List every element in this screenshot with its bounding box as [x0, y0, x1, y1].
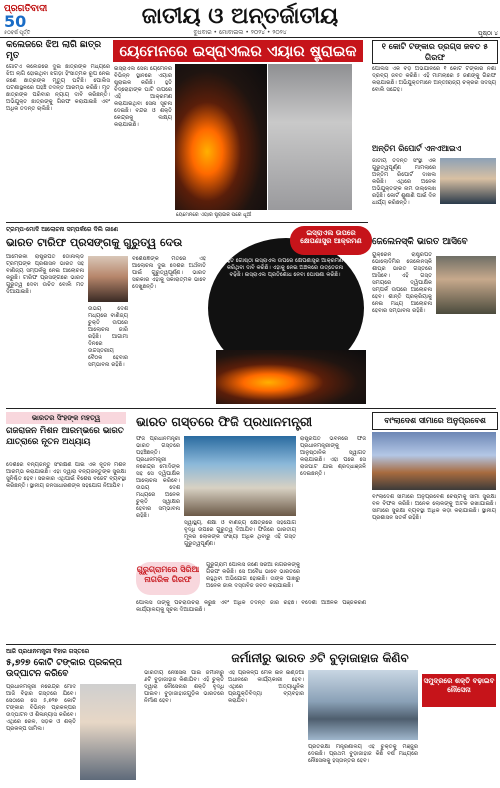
- fiji-left-body: ଦେଶରେ ବନ୍ୟଜନ୍ତୁ ସଂରକ୍ଷଣ ପାଇଁ ଏକ ନୂତନ ମିଶନ ଆରମ୍ଭ କରାଯାଇଛି। ଏହା ଦ୍ୱାରା ବନ୍ୟଜନ୍ତୁଙ୍କ ସୁରକ୍ଷା ସୁନିଶ୍ଚିତ ହେବ। ସରକାର ଏଥିପାଇଁ ବିଶେଷ ବଜେଟ ବ୍ୟବସ୍ଥା କରିଛନ୍ତି। ସ୍ଥାନୀୟ ଜନସାଧାରଣଙ୍କ ସହଯୋଗ ନିଆଯିବ।: [6, 462, 126, 489]
- bihar-headline: ୫,୭୨୭ କୋଟି ଟଙ୍କାର ପ୍ରକଳ୍ପ ଉଦ୍‌ଘାଟନ କରିବେ: [6, 658, 123, 679]
- section-rule-1: [6, 222, 368, 223]
- yemen-circle-body: ହୁତି ଗୋଷ୍ଠୀ ଇସ୍ରାଏଲ ଉପରେ କ୍ଷେପଣାସ୍ତ୍ର ଆକ୍ରମଣ କରିଥିବା ଦାବି କରିଛି। ଏହାକୁ ନେଇ ଅଞ୍ଚଳରେ ଉତ୍ତେଜନା ବଢ଼ିଛି। ଇସ୍ରାଏଲ ପ୍ରତିଶୋଧ ନେବା ଘୋଷଣା କରିଛି।: [226, 258, 344, 278]
- right-bottom-body: ବାଂଲାଦେଶ ସୀମାରେ ଅନୁପ୍ରବେଶ ଚେଷ୍ଟାକୁ ସୀମା ସୁରକ୍ଷା ବଳ ବିଫଳ କରିଛି। ଅନେକ ଲୋକଙ୍କୁ ଅଟକ ରଖାଯାଇଛି। ସୀମାରେ ସୁରକ୍ଷା ବ୍ୟବସ୍ଥା ଅଧିକ କଡ଼ା କରାଯାଇଛି। ସ୍ଥାନୀୟ ପ୍ରଶାସନ ସତର୍କ ରହିଛି।: [372, 494, 496, 521]
- trump-kicker: ଟ୍ରମ୍ପ-ମୋଦି ଆଲୋଚନା ସମ୍ପର୍କରେ ଦିଲି ଜାଣେ: [6, 226, 119, 233]
- fiji-body-col5: ପୋଲିସ ତାଙ୍କୁ ପଚରାଉଚରା କରୁଛି ଏବଂ ଅଧିକ ତଦନ୍ତ ଜାରି ରହିଛି। ବିଦେଶୀ ଆଞ୍ଚଳିକ ପଞ୍ଜିକରଣ କାର୍ଯ୍ୟାଳୟକୁ ସୂଚନା ଦିଆଯାଇଛି।: [136, 600, 366, 613]
- zelensky-body: ୟୁକ୍ରେନ ରାଷ୍ଟ୍ରପତି ଭୋଲୋଦିମିର ଜେଲେନସ୍କି ଶୀଘ୍ର ଭାରତ ଗସ୍ତରେ ଆସିବେ। ଏହି ଗସ୍ତ ସମୟରେ ଦ୍ୱିପାକ୍ଷିକ ସମ୍ପର୍କ ଉପରେ ଆଲୋଚନା ହେବ। ଶାନ୍ତି ପ୍ରକ୍ରିୟାକୁ ନେଇ ମଧ୍ୟ ଆଲୋଚନା ହେବାର ସମ୍ଭାବନା ରହିଛି।: [372, 252, 432, 314]
- brand-logo: 50: [4, 12, 27, 31]
- pm-photo: [80, 684, 136, 780]
- submarine-headline: ଜର୍ମାନୀରୁ ଭାରତ ୬ଟି ବୁଡ଼ାଜାହାଜ କିଣିବ: [231, 651, 409, 665]
- right-mid-headline: ଅନ୍ତିମ ରିପୋର୍ଟ ଏନଏଆଇଏ: [372, 144, 462, 153]
- fiji-body-col3: ରାଷ୍ଟ୍ରପତି ଭବନରେ ଫିଜି ପ୍ରଧାନମନ୍ତ୍ରୀଙ୍କୁ ଆନୁଷ୍ଠାନିକ ସ୍ୱାଗତ କରାଯାଇଛି। ଏହା ପରେ ସେ ରାଜଘାଟ ଯାଇ ଶ୍ରଦ୍ଧାଞ୍ଜଳି ଦେଇଛନ୍ତି।: [300, 436, 366, 477]
- fiji-headline: ଭାରତ ଗସ୍ତରେ ଫିଜି ପ୍ରଧାନମନ୍ତ୍ରୀ: [136, 414, 313, 429]
- fiji-left-kicker: ଭାରତର ସିଂହଙ୍କ ମହତ୍ୱ: [6, 412, 126, 424]
- submarine-body-col1: ଭାରତୀୟ ନୌସେନା ପାଇଁ ଜର୍ମାନୀରୁ ୬ଟି ବୁଡ଼ାଜାହାଜ କିଣାଯିବ। ଏହି ଚୁକ୍ତି ଦ୍ୱାରା ନୌସେନାର ଶକ୍ତି ବୃଦ୍ଧି ପାଇବ। ବୁଡ଼ାଜାହାଜଗୁଡ଼ିକ ଭାରତରେ ନିର୍ମାଣ ହେବ।: [144, 670, 224, 704]
- yemen-smoke-image: [268, 64, 352, 210]
- submarine-body-col3: ପ୍ରତିରକ୍ଷା ମନ୍ତ୍ରଣାଳୟ ଏହି ଚୁକ୍ତିକୁ ମଞ୍ଜୁରି ଦେଇଛି। ପ୍ରଥମ ବୁଡ଼ାଜାହାଜ କିଛି ବର୍ଷ ମଧ୍ୟରେ ନୌସେନାକୁ ହସ୍ତାନ୍ତର ହେବ।: [308, 744, 418, 764]
- submarine-body-col2: ଏହି ପ୍ରକଳ୍ପ ମେକ ଇନ ଇଣ୍ଡିଆ ଅଧୀନରେ କାର୍ଯ୍ୟକାରୀ ହେବ। ଏଥିରେ ଅତ୍ୟାଧୁନିକ ପ୍ରଯୁକ୍ତିବିଦ୍ୟା ବ୍ୟବହାର କରାଯିବ।: [228, 670, 304, 704]
- right-top-body: ପୋଲିସ ଏକ ବଡ଼ ଅଭିଯାନରେ ୧ କୋଟି ଟଙ୍କାର ନିଶା ଦ୍ରବ୍ୟ ଜବତ କରିଛି। ଏହି ମାମଲାରେ ୫ ଜଣଙ୍କୁ ଗିରଫ କରାଯାଇଛି। ଅଭିଯୁକ୍ତମାନେ ଅନ୍ତଃରାଜ୍ୟ ଚକ୍ରର ସଦସ୍ୟ ବୋଲି ସନ୍ଦେହ।: [372, 66, 496, 93]
- right-mid-body: ଜାତୀୟ ତଦନ୍ତ ସଂସ୍ଥା ଏକ ଗୁରୁତ୍ୱପୂର୍ଣ୍ଣ ମାମଲାରେ ଅନ୍ତିମ ରିପୋର୍ଟ ଦାଖଲ କରିଛି। ଏଥିରେ ଅନେକ ଅଭିଯୁକ୍ତଙ୍କ ନାମ ଉଲ୍ଲେଖ ରହିଛି। କୋର୍ଟ ଶୁଣାଣି ପାଇଁ ଦିନ ଧାର୍ଯ୍ୟ କରିଛନ୍ତି।: [372, 158, 436, 206]
- trump-body-col2: ଉଭୟ ଦେଶ ମଧ୍ୟରେ ବାଣିଜ୍ୟ ଚୁକ୍ତି ଉପରେ ଆଲୋଚନା ଜାରି ରହିଛି। ଆଗାମୀ ଦିନରେ ଉଚ୍ଚସ୍ତରୀୟ ବୈଠକ ହେବାର ସମ୍ଭାବନା ରହିଛି।: [88, 306, 128, 368]
- section-rule-2: [6, 408, 496, 409]
- yemen-headline: ୟେମେନରେ ଇସ୍ରାଏଲର ଏୟାର ଷ୍ଟ୍ରାଇକ: [113, 40, 363, 62]
- trump-body-col1: ଆମେରିକା ରାଷ୍ଟ୍ରପତି ଡୋନାଲ୍ଡ ଟ୍ରମ୍ପଙ୍କ ପ୍ରଶାସନ ଭାରତ ସହ ବାଣିଜ୍ୟ ସମ୍ପର୍କକୁ ନେଇ ଆଲୋଚନା କରୁଛି। ଟାରିଫ ପ୍ରସଙ୍ଗରେ ଭାରତ ଗୁରୁତ୍ୱ ଦେବା ଉଚିତ ବୋଲି ମତ ଦିଆଯାଇଛି।: [6, 254, 84, 295]
- border-meeting-image: [372, 432, 496, 490]
- trump-portrait: [88, 256, 128, 302]
- brand-block: [4, 4, 62, 34]
- top-left-body: ଗୋଟିଏ କଲେଜରେ ଦୁଇ ଛାତ୍ରଙ୍କ ମଧ୍ୟରେ ଝିଅ ଲାଗି ହୋଇଥିବା ଝଗଡ଼ା ହିଂସାତ୍ମକ ରୂପ ନେଇ ଜଣେ ଛାତ୍ରଙ୍କ ମୃତ୍ୟୁ ଘଟିଛି। ପୋଲିସ ଘଟଣାସ୍ଥଳରେ ପହଞ୍ଚି ତଦନ୍ତ ଆରମ୍ଭ କରିଛି। ମୃତ ଛାତ୍ରଙ୍କ ପରିବାର ନ୍ୟାୟ ଦାବି କରିଛନ୍ତି। ଅଭିଯୁକ୍ତ ଛାତ୍ରଙ୍କୁ ଗିରଫ କରାଯାଇଛି ଏବଂ ଅଧିକ ତଦନ୍ତ ଚାଲିଛି।: [6, 64, 110, 112]
- fiji-left-headline: ଗଜରାଜନ ମିଶନ ଆରମ୍ଭରେ ଭାରତ ଯାତ୍ରାରେ ନୂତନ ଅଧ୍ୟାୟ: [6, 426, 124, 447]
- top-left-headline: କଲେଜରେ ଝିଅ ଲାଗି ଛାତ୍ର ମୃତ: [6, 40, 102, 61]
- brand-tagline: ୫୦ବର୍ଷ ପୂର୍ତ୍ତି: [4, 30, 31, 36]
- yemen-circle-headline: ଇସ୍ରାଏଲ ଉପରେ କ୍ଷେପଣାସ୍ତ୍ର ଆକ୍ରମଣ: [290, 226, 372, 255]
- fiji-pull-quote: ଗୁରୁଗ୍ରାମରେ ସିରିଆ ନାଗରିକ ଗିରଫ: [136, 562, 200, 595]
- fiji-body-col2: ସ୍ୱାସ୍ଥ୍ୟ, ଶିକ୍ଷା ଓ ବାଣିଜ୍ୟ କ୍ଷେତ୍ରରେ ସହଯୋଗ ବୃଦ୍ଧି ଉପରେ ଗୁରୁତ୍ୱ ଦିଆଯିବ। ଫିଜିରେ ଭାରତୀୟ ମୂଳର ଲୋକଙ୍କ ସଂଖ୍ୟା ଅଧିକ ଥିବାରୁ ଏହି ଗସ୍ତ ଗୁରୁତ୍ୱପୂର୍ଣ୍ଣ।: [184, 520, 296, 547]
- bihar-kicker: ଆଜି ପ୍ରଧାନମନ୍ତ୍ରୀ ବିହାର ଗସ୍ତରେ: [6, 648, 90, 655]
- yemen-caption: ୟେମେନରେ ଏୟାର ଷ୍ଟ୍ରାଇକ ପରେ ଧୂଆଁ: [176, 212, 252, 218]
- masthead-rule: [0, 37, 500, 38]
- brand-name: ପ୍ରଗତିବାଦୀ: [4, 4, 48, 14]
- dateline: ବୁଧବାର • ମୋବାଇଲ • ୨୦୨୪ • ୨୦୨୪: [193, 29, 287, 36]
- right-top-headline: ୧ କୋଟି ଟଙ୍କାର ଡ୍ରଗ୍‌ସ ଜବତ ୫ ଗିରଫ: [372, 40, 498, 64]
- submarine-image: [308, 670, 418, 740]
- zelensky-headline: ଜେଲେନସ୍କି ଭାରତ ଆସିବେ: [372, 237, 468, 247]
- fiji-body-col4: ଗୁରୁଗ୍ରାମ ପୋଲିସ ଜଣେ ସିରିଆ ନାଗରିକଙ୍କୁ ଗିରଫ କରିଛି। ସେ ଅବୈଧ ଭାବେ ଭାରତରେ ରହୁଥିବା ଅଭିଯୋଗ ହୋଇଛି। ତାଙ୍କ ପାଖରୁ ଅନେକ ଜାଲ ଦସ୍ତାବିଜ ଜବତ କରାଯାଇଛି।: [206, 562, 300, 589]
- submarine-badge: ସମୁଦ୍ରରେ ଶକ୍ତି ବଢ଼ାଇବ ନୌସେନା: [422, 674, 496, 707]
- official-photo: [440, 158, 496, 204]
- trump-headline: ଭାରତ ଟାରିଫ ପ୍ରସଙ୍ଗକୁ ଗୁରୁତ୍ୱ ଦେଉ: [6, 236, 183, 249]
- section-rule-3: [6, 644, 496, 645]
- bihar-body: ପ୍ରଧାନମନ୍ତ୍ରୀ ନରେନ୍ଦ୍ର ମୋଦି ଆଜି ବିହାର ଗସ୍ତରେ ଯିବେ। ସେଠାରେ ସେ ୫,୭୨୭ କୋଟି ଟଙ୍କାର ବିଭିନ୍ନ ପ୍ରକଳ୍ପର ଉଦ୍‌ଘାଟନ ଓ ଶିଳାନ୍ୟାସ କରିବେ। ଏଥିରେ ରେଳ, ସଡ଼କ ଓ ଶକ୍ତି ପ୍ରକଳ୍ପ ସାମିଲ।: [6, 684, 76, 732]
- right-bottom-headline: ବାଂଲାଦେଶ ସୀମାରେ ଅନୁପ୍ରବେଶ: [372, 412, 498, 430]
- page-number: ପୃଷ୍ଠା ୪: [477, 30, 498, 37]
- fiji-body-col1: ଫିଜି ପ୍ରଧାନମନ୍ତ୍ରୀ ଭାରତ ଗସ୍ତରେ ପହଞ୍ଚିଛନ୍ତି। ପ୍ରଧାନମନ୍ତ୍ରୀ ନରେନ୍ଦ୍ର ମୋଦିଙ୍କ ସହ ସେ ଦ୍ୱିପାକ୍ଷିକ ଆଲୋଚନା କରିବେ। ଉଭୟ ଦେଶ ମଧ୍ୟରେ ଅନେକ ଚୁକ୍ତି ସ୍ୱାକ୍ଷର ହେବାର ସମ୍ଭାବନା ରହିଛି।: [136, 436, 180, 519]
- yemen-fire-image: [175, 64, 267, 210]
- fiji-meeting-image: [184, 436, 296, 516]
- yemen-bottom-fire-image: [216, 350, 366, 404]
- trump-body-col3: ବିଶେଷଜ୍ଞଙ୍କ ମତରେ ଏହି ଆଲୋଚନା ଦୁଇ ଦେଶର ଅର୍ଥନୀତି ପାଇଁ ଗୁରୁତ୍ୱପୂର୍ଣ୍ଣ। ଭାରତ ସରକାର ଏହାକୁ ସକାରାତ୍ମକ ଭାବେ ଦେଖୁଛନ୍ତି।: [132, 256, 206, 290]
- yemen-body-col1: ଇସ୍ରାଏଲ ସେନା ୟେମେନର ବିଭିନ୍ନ ସ୍ଥାନରେ ଏୟାର ଷ୍ଟ୍ରାଇକ କରିଛି। ହୁତି ବିଦ୍ରୋହୀଙ୍କ ଘାଟି ଉପରେ ଏହି ଆକ୍ରମଣ କରାଯାଇଥିବା ସେନା ସୂଚନା ଦେଇଛି। ବନ୍ଦର ଓ ଶକ୍ତି କେନ୍ଦ୍ରକୁ ଲକ୍ଷ୍ୟ କରାଯାଇଛି।: [114, 66, 172, 128]
- zelensky-photo: [436, 256, 496, 314]
- section-title: ଜାତୀୟ ଓ ଅନ୍ତର୍ଜାତୀୟ: [141, 3, 339, 29]
